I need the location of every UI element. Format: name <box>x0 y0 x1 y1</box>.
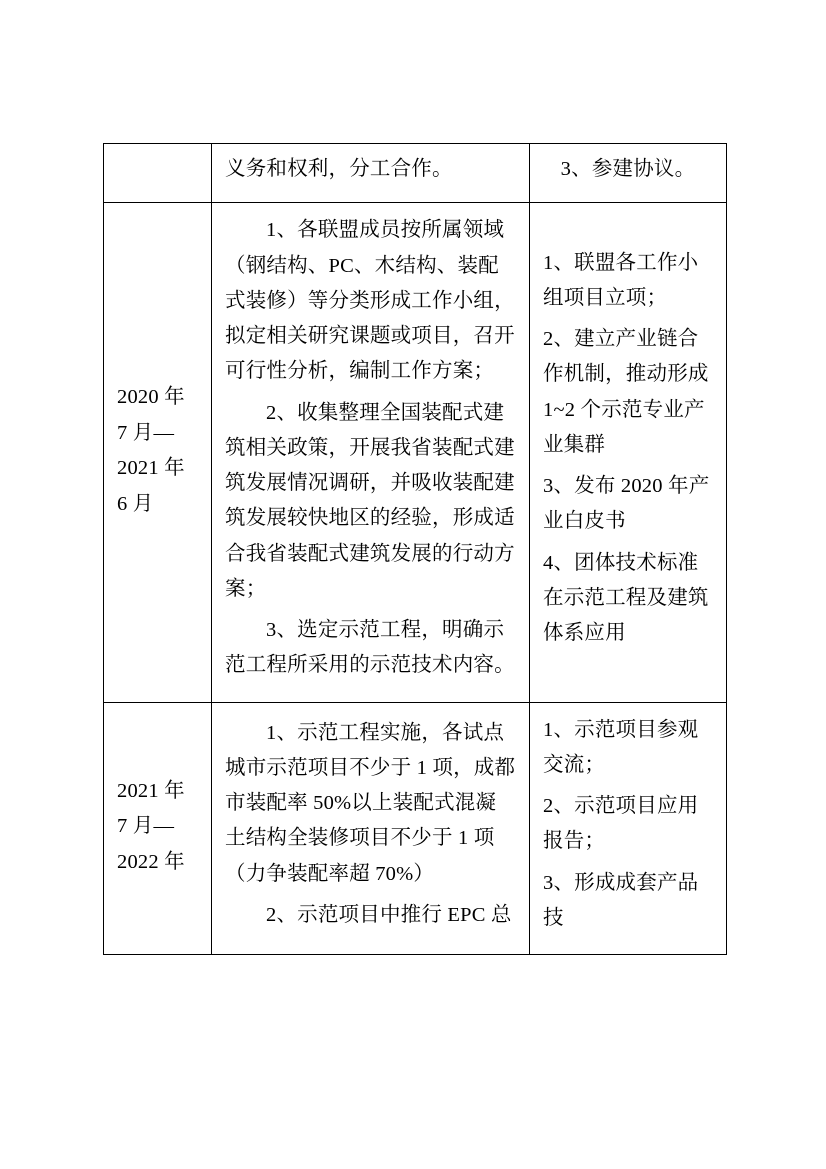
period-cell <box>104 702 212 955</box>
goal-paragraph: 1、联盟各工作小组项目立项； <box>543 251 699 309</box>
period-line: 2021 年 <box>117 457 185 480</box>
table-row <box>104 144 727 203</box>
goal-paragraph: 3、参建协议。 <box>560 158 696 180</box>
period-line: 7 月— <box>117 421 175 444</box>
task-paragraph: 3、选定示范工程，明确示范工程所采用的示范技术内容。 <box>225 619 515 677</box>
period-line: 2021 年 <box>117 779 185 802</box>
table-row <box>104 702 727 955</box>
table-row <box>104 203 727 702</box>
task-cell <box>212 702 530 955</box>
goal-paragraph: 2、示范项目应用报告； <box>543 795 699 853</box>
period-line: 7 月— <box>117 815 175 838</box>
goal-paragraph: 3、形成成套产品技 <box>543 871 699 929</box>
goal-cell <box>530 144 727 203</box>
task-cell <box>212 144 530 203</box>
period-line: 2020 年 <box>117 386 185 409</box>
task-paragraph: 2、示范项目中推行 EPC 总 <box>266 903 512 926</box>
task-cell <box>212 203 530 702</box>
goal-paragraph: 1、示范项目参观交流； <box>543 718 699 776</box>
task-paragraph: 1、各联盟成员按所属领域（钢结构、PC、木结构、装配式装修）等分类形成工作小组，拟定相关研究课题或项目，召开可行性分析，编制工作方案； <box>225 219 515 383</box>
goal-cell <box>530 702 727 955</box>
goal-paragraph: 2、建立产业链合作机制，推动形成 1~2 个示范专业产业集群 <box>543 328 709 456</box>
period-line: 6 月 <box>117 493 154 516</box>
goal-paragraph: 3、发布 2020 年产业白皮书 <box>543 475 710 533</box>
period-cell <box>104 144 212 203</box>
task-paragraph: 1、示范工程实施，各试点城市示范项目不少于 1 项，成都市装配率 50%以上装配式混凝土结构全装修项目不少于 1 项（力争装配率超 70%） <box>225 721 516 885</box>
period-cell <box>104 203 212 702</box>
goal-paragraph: 4、团体技术标准在示范工程及建筑体系应用 <box>543 551 709 644</box>
goal-cell <box>530 203 727 702</box>
task-paragraph: 2、收集整理全国装配式建筑相关政策，开展我省装配式建筑发展情况调研，并吸收装配建筑发展较快地区的经验，形成适合我省装配式建筑发展的行动方案； <box>225 401 515 600</box>
schedule-table <box>103 143 727 955</box>
period-line: 2022 年 <box>117 851 185 874</box>
task-paragraph: 义务和权利，分工合作。 <box>225 158 453 180</box>
